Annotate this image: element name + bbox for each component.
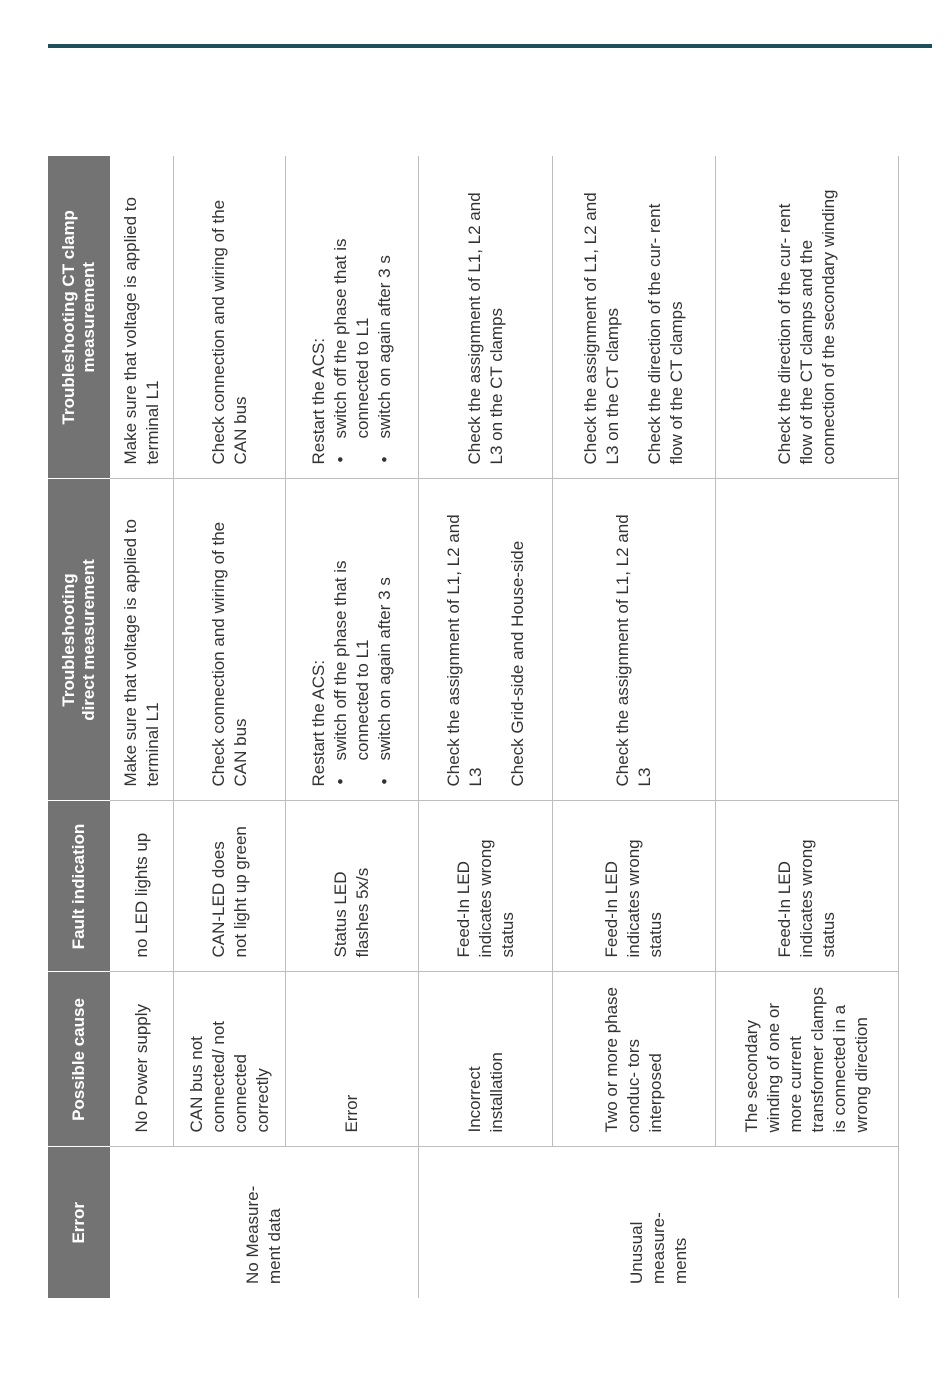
list-item: • switch off the phase that is connected to L1	[330, 494, 374, 761]
ct-check-direction: Check the direction of the cur- rent flow of the CT clamps	[645, 203, 686, 465]
ct-restart-intro: Restart the ACS:	[309, 337, 328, 465]
top-rule	[48, 44, 932, 48]
cause-cell: Two or more phase conduc- tors interposed	[553, 972, 716, 1147]
ct-cell	[286, 156, 419, 479]
header-ct-line1: Troubleshooting CT clamp	[59, 210, 78, 425]
ct-restart-steps	[330, 170, 396, 465]
troubleshooting-table	[48, 156, 899, 1298]
direct-cell: Check the assignment of L1, L2 and L3	[553, 479, 716, 801]
ct-cell: Make sure that voltage is applied to terminal L1	[110, 156, 174, 479]
direct-check-grid-house: Check Grid-side and House-side	[507, 540, 527, 787]
error-no-measurement-data: No Measure- ment data	[110, 1147, 419, 1298]
table-row	[716, 156, 899, 1298]
ct-check-assignment: Check the assignment of L1, L2 and L3 on the CT clamps	[581, 192, 622, 465]
fault-cell: no LED lights up	[110, 801, 174, 972]
direct-restart-steps	[330, 494, 396, 787]
cause-cell: CAN bus not connected/ not connected correctly	[174, 972, 286, 1147]
cause-cell: No Power supply	[110, 972, 174, 1147]
table-row	[174, 156, 286, 1298]
fault-cell: Feed-In LED indicates wrong status	[553, 801, 716, 972]
direct-cell	[286, 479, 419, 801]
direct-restart-intro: Restart the ACS:	[309, 659, 328, 787]
troubleshooting-table-rotated	[48, 156, 948, 1298]
ct-cell: Check the direction of the cur- rent flow of the CT clamps and the connection of the secondary winding	[716, 156, 899, 479]
table-header-row	[48, 156, 110, 1298]
fault-cell: CAN-LED does not light up green	[174, 801, 286, 972]
header-ct-clamp-measurement	[48, 156, 110, 479]
header-direct-line1: Troubleshooting	[59, 573, 78, 707]
cause-cell: Error	[286, 972, 419, 1147]
header-fault-indication: Fault indication	[48, 801, 110, 972]
fault-cell: Feed-In LED indicates wrong status	[716, 801, 899, 972]
direct-cell	[716, 479, 899, 801]
ct-cell: Check the assignment of L1, L2 and L3 on the CT clamps	[419, 156, 553, 479]
list-item: • switch off the phase that is connected to L1	[330, 170, 374, 439]
list-item: • switch on again after 3 s	[374, 170, 396, 439]
cause-cell: The secondary winding of one or more current transformer clamps is connected in a wrong direction	[716, 972, 899, 1147]
header-error: Error	[48, 1147, 110, 1298]
list-item: • switch on again after 3 s	[374, 494, 396, 761]
header-ct-line2: measurement	[79, 261, 98, 373]
fault-cell: Status LED flashes 5x/s	[286, 801, 419, 972]
direct-cell: Check connection and wiring of the CAN bus	[174, 479, 286, 801]
header-direct-line2: direct measurement	[79, 559, 98, 721]
ct-cell: Check connection and wiring of the CAN bus	[174, 156, 286, 479]
cause-cell: Incorrect installation	[419, 972, 553, 1147]
direct-check-assignment: Check the assignment of L1, L2 and L3	[443, 514, 485, 787]
table-row	[286, 156, 419, 1298]
table-row	[553, 156, 716, 1298]
direct-cell: Make sure that voltage is applied to terminal L1	[110, 479, 174, 801]
direct-cell	[419, 479, 553, 801]
table-row	[110, 156, 174, 1298]
ct-cell	[553, 156, 716, 479]
header-direct-measurement	[48, 479, 110, 801]
error-unusual-measurements: Unusual measure- ments	[419, 1147, 899, 1298]
header-possible-cause: Possible cause	[48, 972, 110, 1147]
table-row	[419, 156, 553, 1298]
fault-cell: Feed-In LED indicates wrong status	[419, 801, 553, 972]
